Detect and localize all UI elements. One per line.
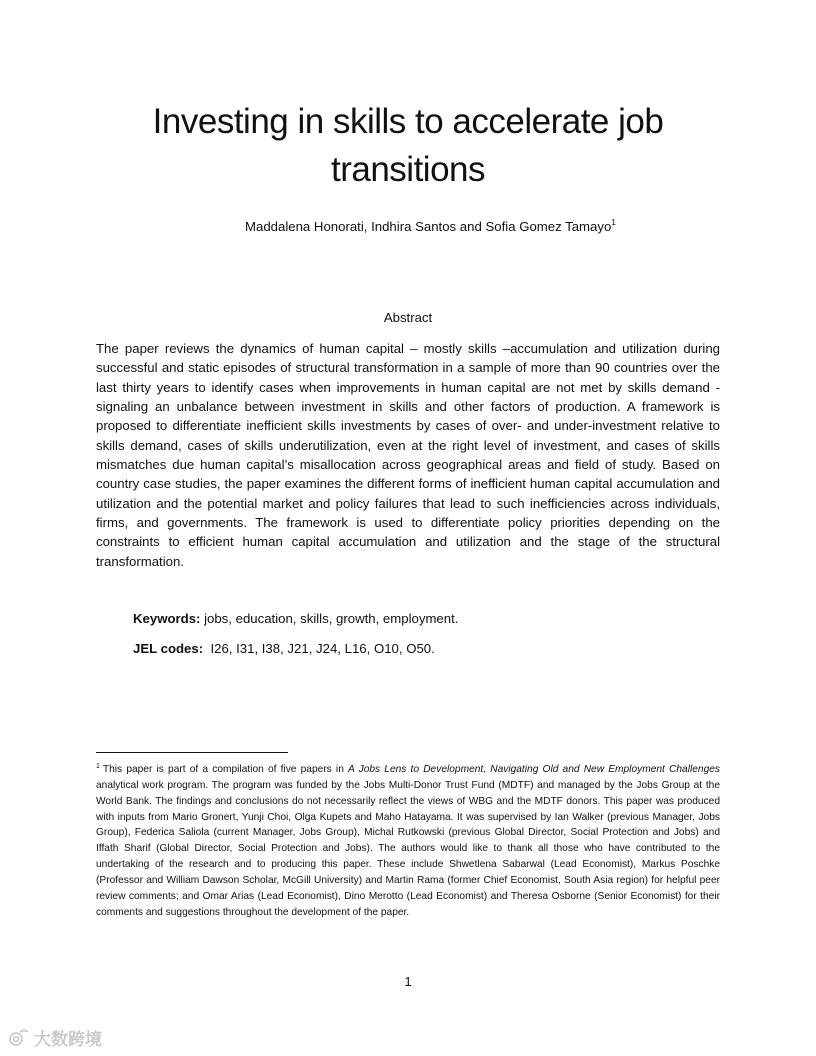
jel-codes-line [133, 640, 435, 658]
keywords-value: jobs, education, skills, growth, employment. [200, 611, 459, 626]
author-names: Maddalena Honorati, Indhira Santos and Sofia Gomez Tamayo [245, 219, 612, 234]
abstract-text: The paper reviews the dynamics of human capital – mostly skills –accumulation and utilization during successful and static episodes of structural transformation in a sample of more than 90 countries over the last thirty years to identify cases when improvements in human capital are not met by skills demand - signaling an unbalance between investment in skills and other factors of production. A framework is proposed to differentiate inefficient skills investments by cases of over- and under-investment relative to skills demand, cases of skills underutilization, even at the right level of investment, and cases of skills mismatches due human capital’s misallocation across geographical areas and field of study. Based on country case studies, the paper examines the different forms of inefficient human capital accumulation and utilization and the potential market and policy failures that lead to such inefficiencies across individuals, firms, and governments. The framework is used to differentiate policy priorities depending on the constraints to efficient human capital accumulation and utilization and the stage of the structural transformation. [96, 341, 720, 569]
footnote-program-title: A Jobs Lens to Development, Navigating Old and New Employment Challenges [348, 764, 720, 775]
page-number: 1 [404, 974, 412, 989]
paper-title: Investing in skills to accelerate job transitions [152, 102, 664, 189]
footnote-marker: 1 [96, 763, 100, 770]
abstract-heading: Abstract [383, 310, 433, 325]
jel-codes-label: JEL codes: [133, 641, 204, 656]
footnote-text-before: This paper is part of a compilation of five papers in [102, 764, 349, 775]
keywords-label: Keywords: [133, 611, 201, 626]
watermark-logo [8, 1027, 118, 1049]
keywords-line [133, 610, 458, 628]
footnote-separator [96, 752, 288, 753]
jel-codes-value: I26, I31, I38, J21, J24, L16, O10, O50. [203, 641, 435, 656]
footnote [96, 762, 720, 920]
watermark-icon [10, 1031, 28, 1046]
author-line [245, 218, 616, 236]
author-footnote-marker[interactable]: 1 [611, 217, 617, 227]
watermark-text: 大数跨境 [34, 1030, 102, 1049]
footnote-text-after: analytical work program. The program was funded by the Jobs Multi-Donor Trust Fund (MDTF) and managed by the Jobs Group at the World Bank. The findings and conclusions do not necessarily reflect the views of WBG and the MDTF donors. This paper was produced with inputs from Mario Gronert, Yunji Choi, Olga Kupets and Maho Hatayama. It was supervised by Ian Walker (previous Manager, Jobs Group), Federica Saliola (current Manager, Jobs Group), Michal Rutkowski (previous Global Director, Social Protection and Jobs) and Iffath Sharif (Global Director, Social Protection and Jobs). The authors would like to thank all those who have contributed to the undertaking of the research and to producing this paper. These include Shwetlena Sabarwal (Lead Economist), Markus Poschke (Professor and William Dawson Scholar, McGill University) and Martin Rama (former Chief Economist, South Asia region) for helpful peer review comments; and Omar Arias (Lead Economist), Dino Merotto (Lead Economist) and Theresa Osborne (Senior Economist) for their comments and suggestions throughout the development of the paper. [96, 779, 720, 918]
